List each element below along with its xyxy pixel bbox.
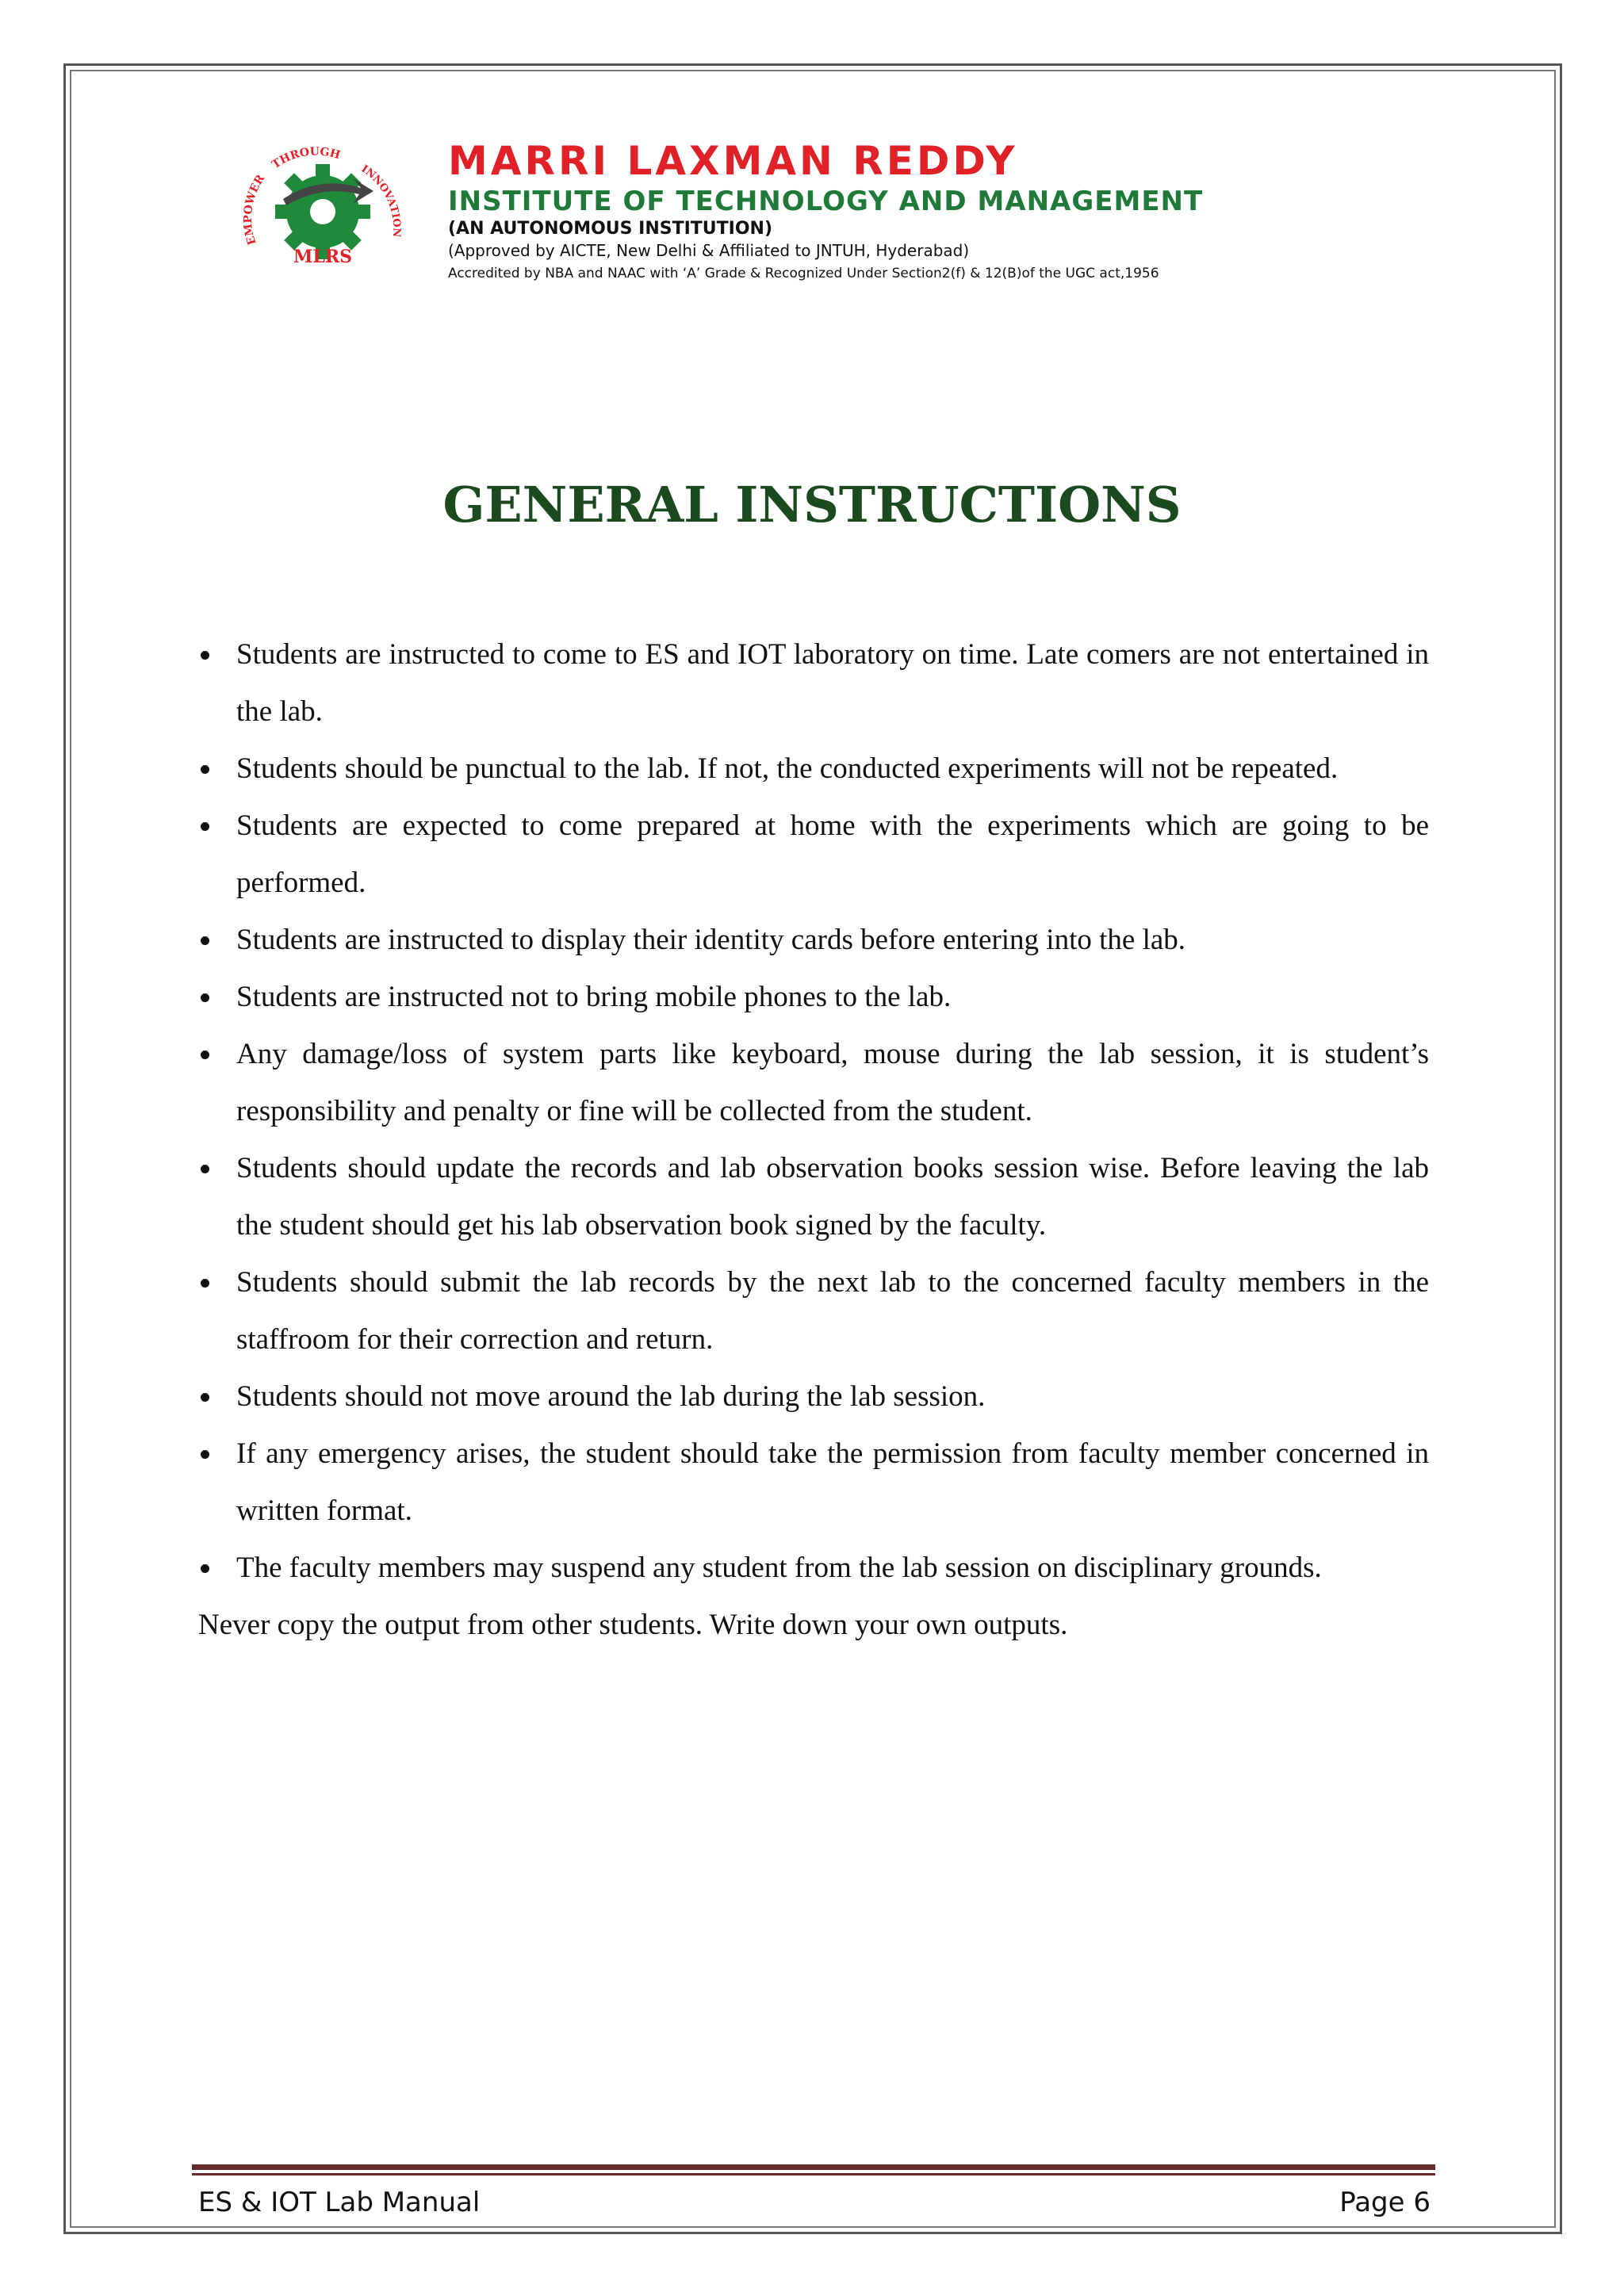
instruction-item bbox=[198, 798, 1429, 912]
instruction-item bbox=[198, 626, 1429, 740]
bullet-icon bbox=[201, 822, 209, 831]
instruction-item bbox=[198, 912, 1429, 969]
logo-caption: MLRS bbox=[293, 247, 352, 266]
logo-arc-right: INNOVATION bbox=[358, 163, 403, 238]
footer-rule-thin bbox=[192, 2173, 1435, 2175]
svg-text:EMPOWERING bbox=[234, 147, 267, 247]
instruction-text: Students are instructed to come to ES and IOT laboratory on time. Late comers are not entertained in the lab. bbox=[236, 638, 1429, 728]
footer-manual-title: ES & IOT Lab Manual bbox=[198, 2187, 481, 2218]
bullet-icon bbox=[201, 1279, 209, 1288]
instruction-text: Students are instructed not to bring mobile phones to the lab. bbox=[236, 981, 952, 1013]
instruction-text: Students should submit the lab records by the next lab to the concerned faculty members in the staffroom for their correction and return. bbox=[236, 1266, 1429, 1356]
letterhead bbox=[448, 139, 1203, 285]
autonomous-status: (AN AUTONOMOUS INSTITUTION) bbox=[448, 219, 773, 239]
instruction-item bbox=[198, 1425, 1429, 1540]
bullet-icon bbox=[201, 765, 209, 774]
gear-icon bbox=[275, 164, 370, 259]
bullet-icon bbox=[201, 993, 209, 1002]
instruction-item bbox=[198, 1368, 1429, 1425]
instruction-text: Students should not move around the lab during the lab session. bbox=[236, 1380, 986, 1413]
instruction-text: Students should update the records and lab observation books session wise. Before leaving the lab the student should get his lab observation book signed by the faculty. bbox=[236, 1152, 1429, 1242]
bullet-icon bbox=[201, 1165, 209, 1173]
instruction-text: Students are expected to come prepared at home with the experiments which are going to be performed. bbox=[236, 809, 1429, 899]
instruction-item bbox=[198, 1254, 1429, 1368]
instruction-item bbox=[198, 1140, 1429, 1254]
instructions-section bbox=[198, 626, 1429, 1654]
svg-text:THROUGH bbox=[270, 147, 342, 171]
instruction-text: If any emergency arises, the student should take the permission from faculty member concerned in written format. bbox=[236, 1437, 1429, 1527]
accreditation-note: Accredited by NBA and NAAC with ‘A’ Grade & Recognized Under Section2(f) & 12(B)of the UGC act,1956 bbox=[448, 266, 1159, 281]
instruction-text: Any damage/loss of system parts like keyboard, mouse during the lab session, it is student’s responsibility and penalty or fine will be collected from the student. bbox=[236, 1038, 1429, 1127]
instruction-text: The faculty members may suspend any student from the lab session on disciplinary grounds. bbox=[236, 1552, 1322, 1584]
logo-arc-top: THROUGH bbox=[270, 147, 342, 172]
approval-note: (Approved by AICTE, New Delhi & Affiliated to JNTUH, Hyderabad) bbox=[448, 241, 970, 260]
instruction-text: Students are instructed to display their identity cards before entering into the lab. bbox=[236, 924, 1186, 956]
instruction-text: Students should be punctual to the lab. If not, the conducted experiments will not be repeated. bbox=[236, 752, 1339, 785]
closing-note: Never copy the output from other students. Write down your own outputs. bbox=[198, 1609, 1068, 1641]
institute-subtitle: INSTITUTE OF TECHNOLOGY AND MANAGEMENT bbox=[448, 186, 1204, 217]
footer-page-number: Page 6 bbox=[1339, 2187, 1431, 2218]
instruction-item bbox=[198, 969, 1429, 1026]
footer-rule bbox=[192, 2164, 1435, 2170]
bullet-icon bbox=[201, 1393, 209, 1402]
bullet-icon bbox=[201, 651, 209, 660]
bullet-icon bbox=[201, 1450, 209, 1459]
instruction-item bbox=[198, 740, 1429, 798]
institute-name: MARRI LAXMAN REDDY bbox=[448, 138, 1018, 184]
instruction-item bbox=[198, 1540, 1429, 1597]
bullet-icon bbox=[201, 1564, 209, 1573]
bullet-icon bbox=[201, 1050, 209, 1059]
logo-arc-left: EMPOWER bbox=[242, 172, 268, 247]
instruction-list bbox=[198, 626, 1429, 1597]
institute-logo bbox=[234, 147, 412, 266]
bullet-icon bbox=[201, 936, 209, 945]
page-title: GENERAL INSTRUCTIONS bbox=[442, 476, 1182, 534]
instruction-item bbox=[198, 1026, 1429, 1140]
